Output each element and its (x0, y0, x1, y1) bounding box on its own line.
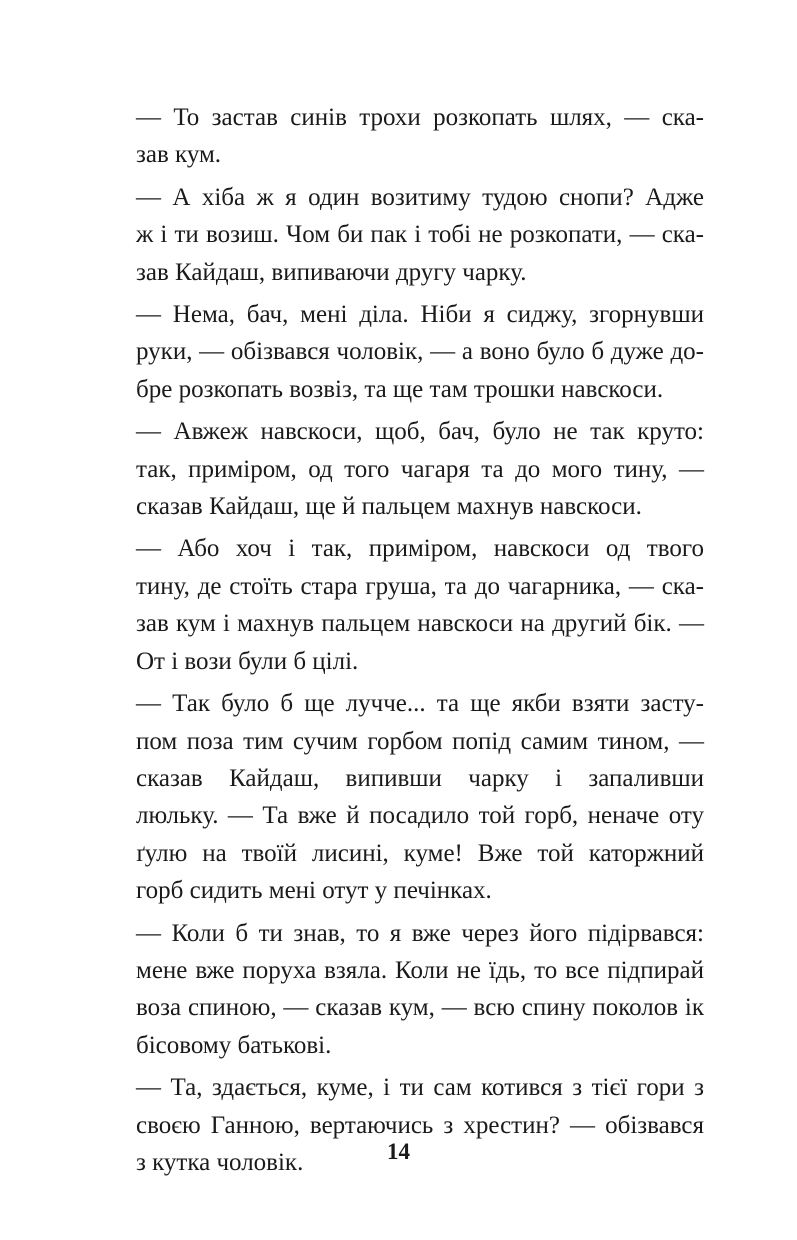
text-line: — А хіба ж я один возитиму тудою снопи? Адже (136, 183, 704, 211)
text-line: — Коли б ти знав, то я вже через його підірвався: (136, 919, 704, 947)
text-line: — Авжеж навскоси, щоб, бач, було не так круто: (136, 418, 704, 446)
text-line: мене вже поруха взяла. Коли не їдь, то все підпирай (136, 956, 704, 984)
text-line: люльку. — Та вже й посадило той горб, неначе оту (136, 802, 704, 830)
text-line: тину, де стоїть стара груша, та до чагарника, — ска- (136, 572, 704, 600)
text-line: з кутка чоловік. (136, 1148, 304, 1176)
page-number: 14 (387, 1139, 410, 1164)
text-line: зав кум. (136, 141, 222, 169)
text-line: пом поза тим сучим горбом попід самим тином, — (136, 727, 704, 755)
text-line: — Або хоч і так, приміром, навскоси од твого (136, 535, 704, 563)
text-line: бісовому батькові. (136, 1031, 332, 1059)
text-line: бре розкопать возвіз, та ще там трошки навскоси. (136, 375, 664, 403)
text-line: зав кум і махнув пальцем навскоси на другий бік. — (136, 610, 704, 638)
text-line: так, приміром, од того чагаря та до мого тину, — (136, 455, 704, 483)
text-line: ж і ти возиш. Чом би пак і тобі не розкопати, — ска- (136, 221, 704, 249)
text-line: воза спиною, — сказав кум, — всю спину поколов ік (136, 994, 704, 1022)
body-text (106, 99, 704, 1186)
text-line: От і вози були б цілі. (136, 647, 359, 675)
paragraph (106, 915, 704, 1065)
text-line: сказав Кайдаш, випивши чарку і запаливши (136, 764, 704, 792)
text-line: горб сидить мені отут у печінках. (136, 877, 492, 905)
text-line: — То застав синів трохи розкопать шлях, — ска- (136, 104, 704, 131)
text-line: — Та, здається, куме, і ти сам котився з тієї гори з (136, 1074, 704, 1102)
paragraph (106, 530, 704, 680)
text-line: руки, — обізвався чоловік, — а воно було б дуже до- (136, 338, 704, 366)
paragraph (106, 179, 704, 291)
paragraph (106, 296, 704, 408)
text-line: — Нема, бач, мені діла. Ніби я сиджу, згорнувши (136, 301, 704, 329)
paragraph (106, 685, 704, 909)
text-line: зав Кайдаш, випиваючи другу чарку. (136, 258, 527, 286)
text-line: сказав Кайдаш, ще й пальцем махнув навскоси. (136, 493, 642, 521)
paragraph (106, 413, 704, 525)
text-line: своєю Ганною, вертаючись з хрестин? — обізвався (136, 1111, 704, 1139)
text-line: ґулю на твоїй лисині, куме! Вже той каторжний (136, 839, 704, 867)
text-line: — Так було б ще лучче... та ще якби взяти засту- (136, 690, 704, 718)
paragraph (106, 99, 704, 174)
